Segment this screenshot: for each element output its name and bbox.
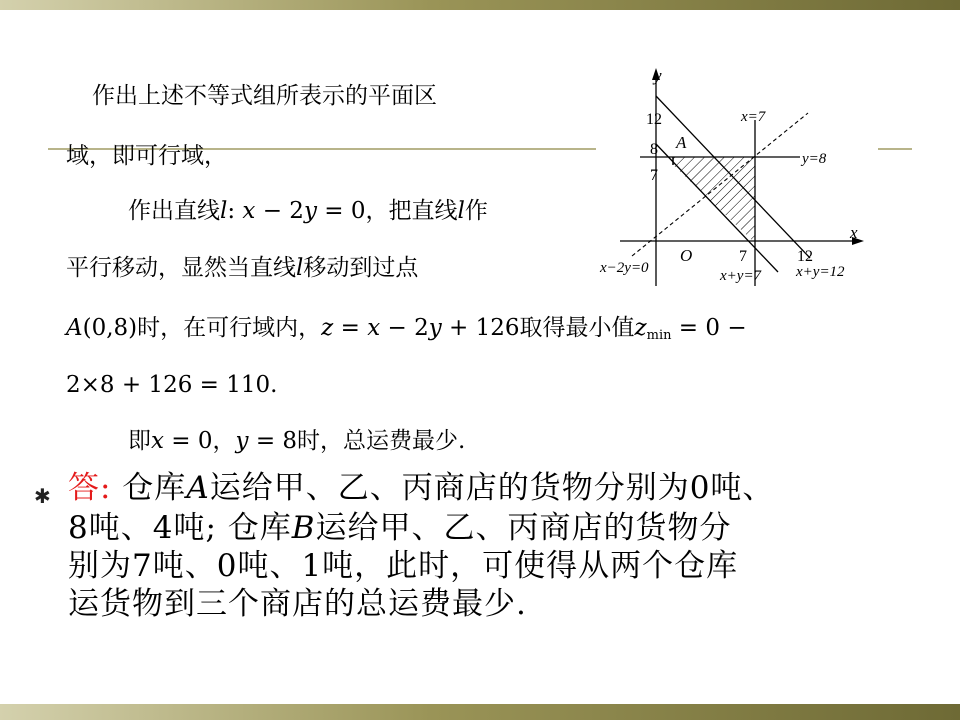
answer-line-2: [68, 510, 732, 546]
solution-line-1: [92, 82, 437, 110]
text-run: 别为7吨、0吨、1吨，此时，可使得从两个仓库: [68, 548, 739, 584]
solution-line-4: [66, 254, 418, 282]
solution-line-2: [66, 142, 227, 170]
answer-label: 答:: [68, 470, 112, 506]
solution-line-7: [128, 427, 465, 455]
math-var: B: [291, 510, 316, 546]
feasible-region-graph: [596, 60, 882, 286]
y-tick-8: 8: [650, 141, 658, 158]
text-run: 运货物到三个商店的总运费最少.: [68, 586, 527, 622]
label-y-eq-8: y=8: [802, 151, 827, 167]
math-var: l: [220, 198, 228, 224]
text-run: 移动到过点: [303, 255, 419, 281]
y-tick-12: 12: [646, 111, 662, 128]
x-tick-12: 12: [797, 248, 813, 265]
math-var: y: [235, 428, 249, 454]
text-run: 2×8 + 126 = 110.: [66, 372, 278, 398]
label-x-eq-7: x=7: [741, 109, 766, 125]
label-x-minus-2y: x−2y=0: [600, 260, 649, 276]
answer-line-1: [68, 470, 774, 506]
text-run: = 8时，总运费最少.: [248, 428, 466, 454]
y-tick-7: 7: [650, 167, 658, 184]
math-var: x: [151, 428, 164, 454]
math-var: A: [66, 315, 83, 341]
math-var: A: [186, 470, 210, 506]
solution-text: 作出上述不等式组所表示的平面区: [92, 83, 437, 109]
math-var: z: [634, 315, 647, 341]
solution-line-3: [128, 197, 488, 225]
math-var: x: [367, 315, 381, 341]
top-decor-band: [0, 0, 960, 10]
text-run: :: [227, 198, 243, 224]
text-run: − 2: [380, 315, 429, 341]
text-run: (0,8)时，在可行域内，: [82, 315, 322, 341]
origin-label: O: [680, 246, 693, 265]
math-subscript: min: [646, 328, 672, 343]
answer-line-3: [68, 548, 738, 584]
math-var: z: [321, 315, 334, 341]
math-var: x: [242, 198, 256, 224]
line-x-plus-y-eq-12: [656, 96, 810, 258]
text-run: 8吨、4吨; 仓库: [68, 510, 292, 546]
bullet-icon: ✱: [34, 484, 51, 508]
text-run: 作: [464, 198, 488, 224]
text-run: 平行移动，显然当直线: [66, 255, 296, 281]
bottom-decor-band: [0, 704, 960, 720]
solution-line-6: [66, 371, 277, 399]
math-var: y: [303, 198, 317, 224]
text-run: − 2: [255, 198, 304, 224]
label-x-plus-y-eq-12: x+y=12: [796, 264, 845, 280]
text-run: = 0，: [163, 428, 236, 454]
math-var: y: [428, 315, 442, 341]
x-axis-label: x: [850, 223, 858, 242]
text-run: = 0 −: [671, 315, 747, 341]
text-run: 运给甲、乙、丙商店的货物分: [315, 510, 732, 546]
answer-line-4: [68, 586, 527, 622]
line-x-minus-2y-eq-0: [632, 113, 808, 256]
text-run: =: [333, 315, 368, 341]
text-run: 仓库: [111, 470, 187, 506]
text-run: 作出直线: [128, 198, 220, 224]
label-x-plus-y-eq-7: x+y=7: [720, 268, 762, 284]
text-run: 运给甲、乙、丙商店的货物分别为0吨、: [209, 470, 775, 506]
title-rule-right: [878, 148, 912, 150]
solution-text: 域，即可行域，: [66, 143, 227, 169]
feasible-region: [673, 157, 755, 243]
text-run: 即: [128, 428, 151, 454]
point-a-label: A: [676, 133, 687, 152]
solution-line-5: [66, 314, 747, 350]
math-var: l: [457, 198, 465, 224]
y-axis-label: y: [654, 66, 662, 85]
text-run: = 0，把直线: [316, 198, 458, 224]
text-run: + 126取得最小值: [441, 315, 635, 341]
x-tick-7: 7: [739, 248, 747, 265]
math-var: l: [296, 255, 304, 281]
